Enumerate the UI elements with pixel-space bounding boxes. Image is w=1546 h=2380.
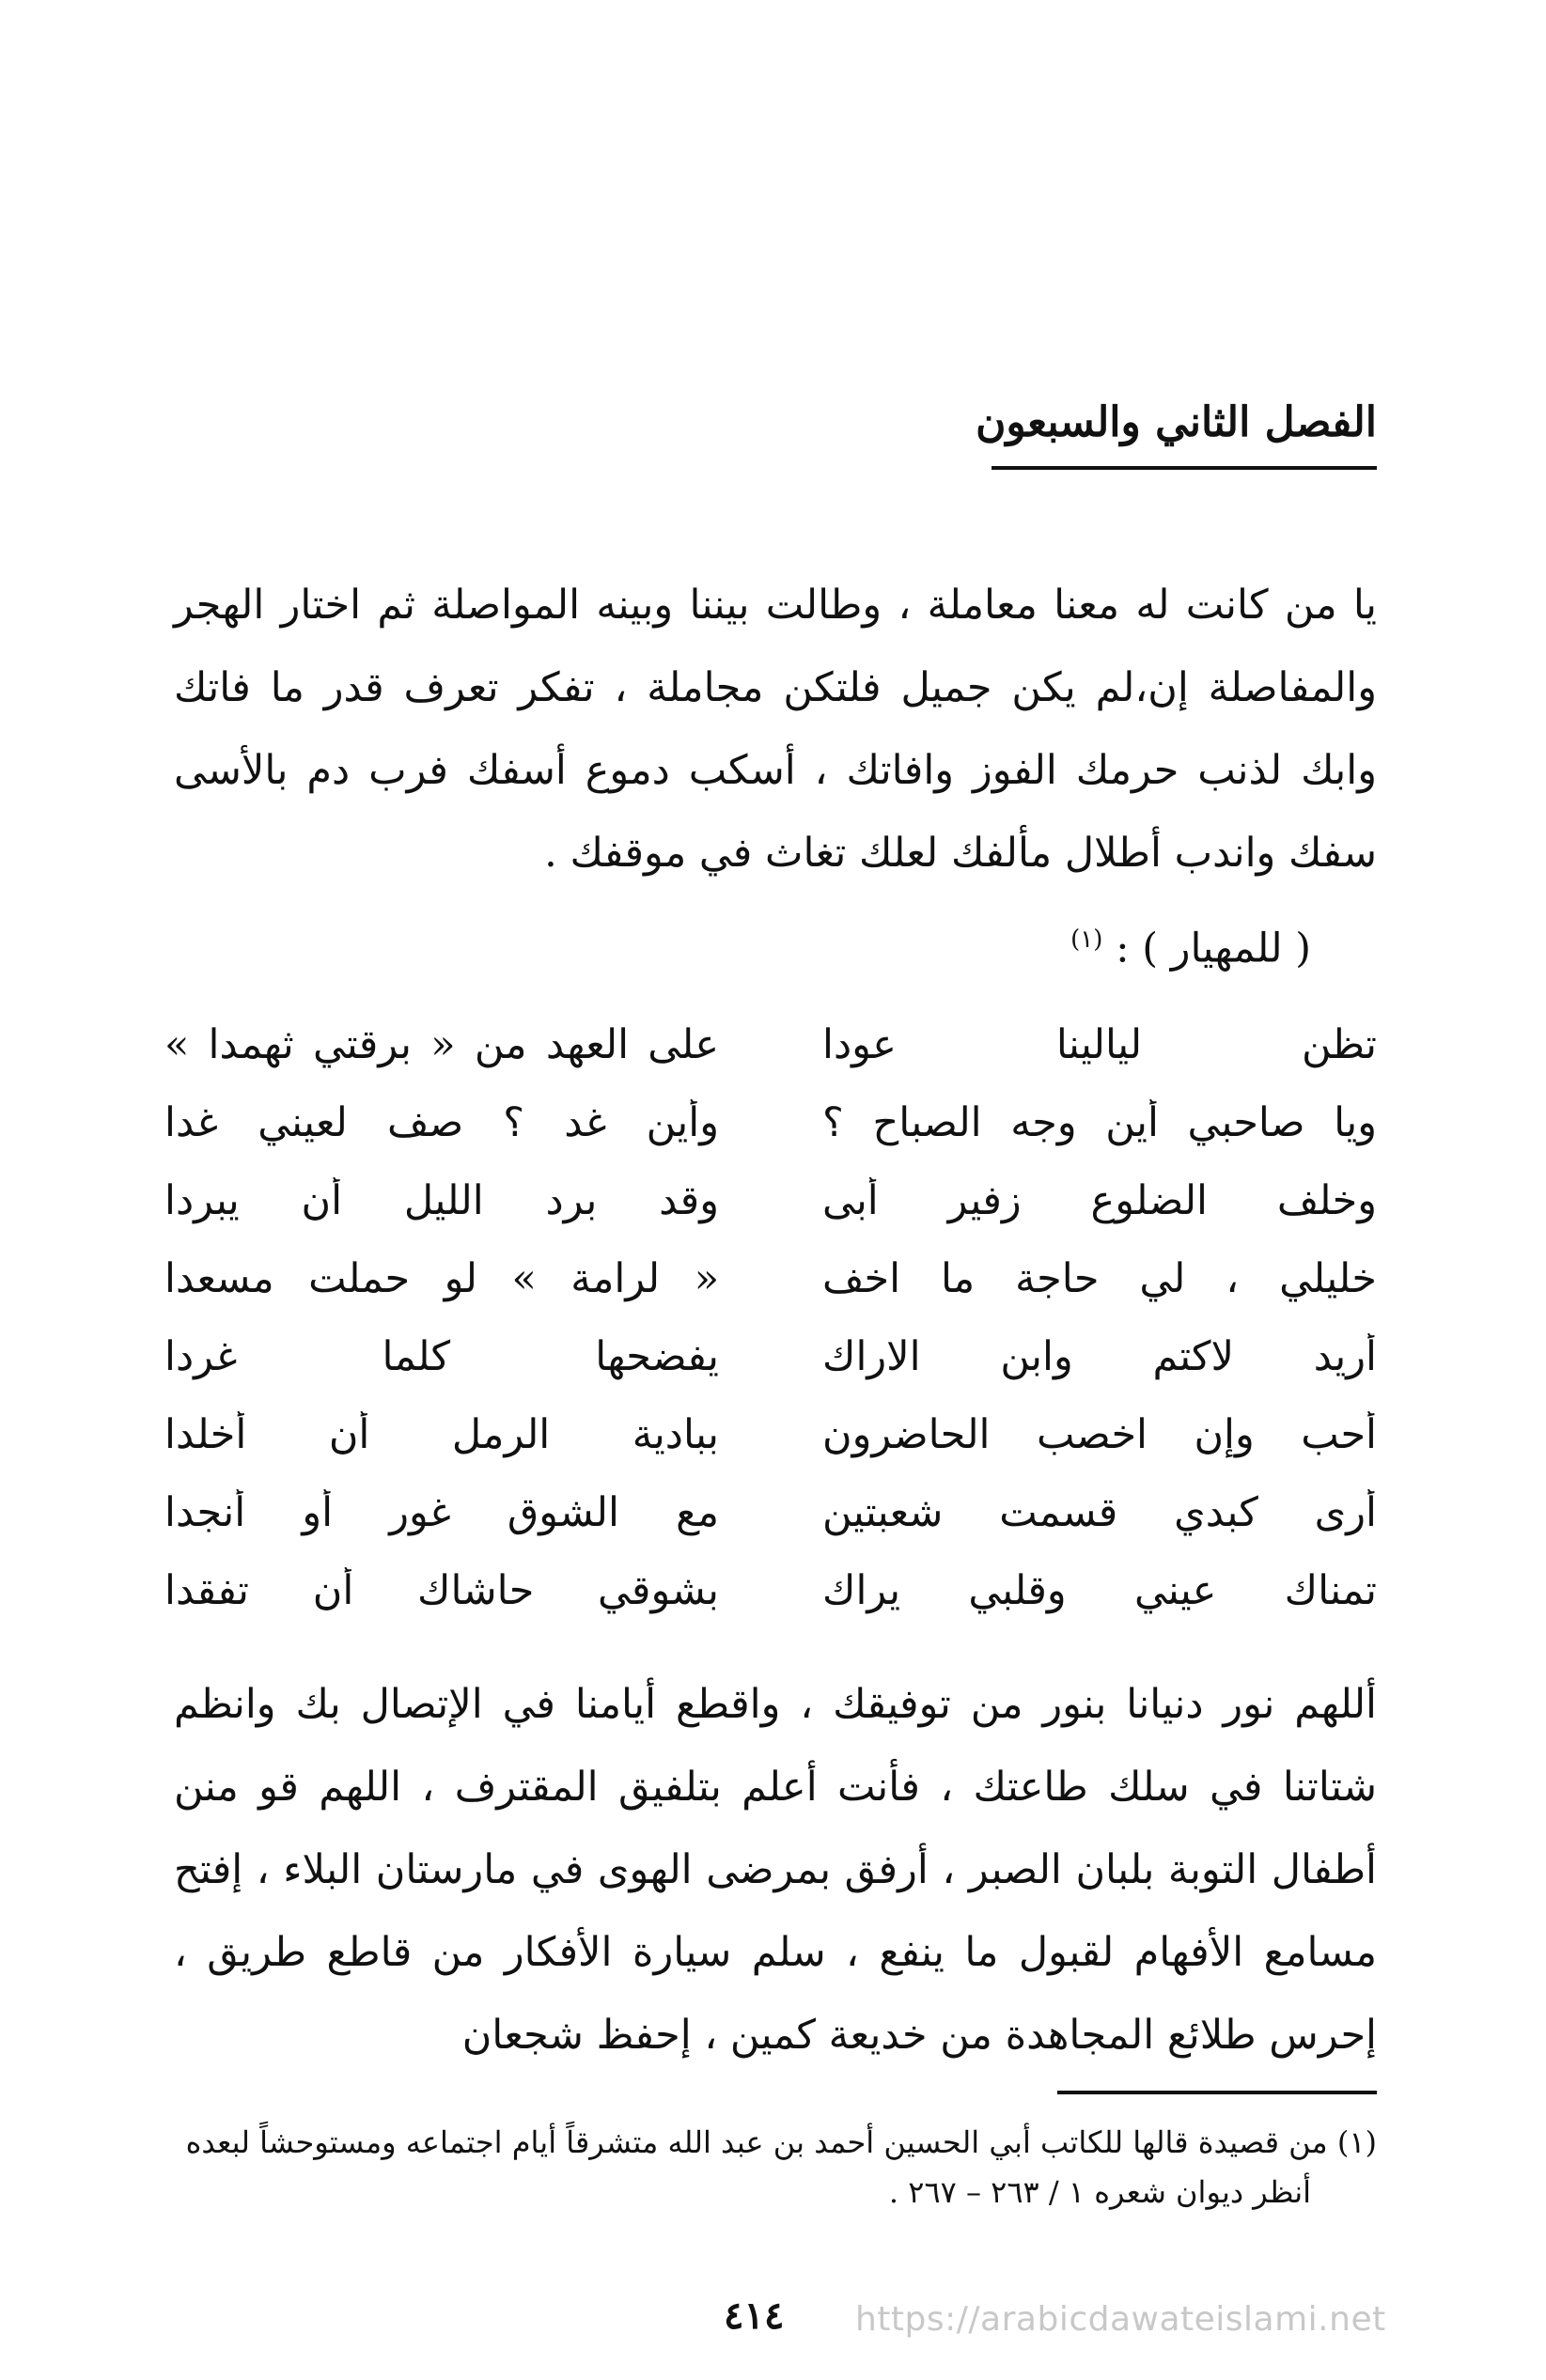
verse-second-half: وخلف الضلوع زفير أبى bbox=[822, 1176, 1377, 1224]
attribution-text: ( للمهيار ) : bbox=[1116, 925, 1311, 972]
verse-second-half: تمناك عيني وقلبي يراك bbox=[822, 1566, 1377, 1614]
supplication-paragraph: أللهم نور دنيانا بنور من توفيقك ، واقطع أيامنا في الإتصال بك وانظم شتاتنا في سلك طاعتك ، فأنت أعلم بتلفيق المقترف ، اللهم قو منن أطفال التوبة بلبان الصبر ، أرفق بمرضى الهوى في مارستان البلاء ، إفتح مسامع الأفهام لقبول ما ينفع ، سلم سيارة الأفكار من قاطع طريق ، إحرس طلائع المجاهدة من خديعة كمين ، إحفظ شجعان bbox=[174, 1681, 1377, 2059]
verse-first-half: ببادية الرمل أن أخلدا bbox=[164, 1410, 719, 1458]
opening-paragraph: يا من كانت له معنا معاملة ، وطالت بيننا وبينه المواصلة ثم اختار الهجر والمفاصلة إن،لم يكن جميل فلتكن مجاملة ، تفكر تعرف قدر ما فاتك وابك لذنب حرمك الفوز وافاتك ، أسكب دموع أسفك فرب دم بالأسى سفك واندب أطلال مألفك لعلك تغاث في موقفك . bbox=[174, 582, 1377, 877]
verse-first-half: وأين غد ؟ صف لعيني غدا bbox=[164, 1098, 719, 1146]
verse-second-half: أحب وإن اخصب الحاضرون bbox=[822, 1410, 1377, 1458]
verse-first-half: على العهد من « برقتي ثهمدا » bbox=[164, 1020, 719, 1068]
footnote-line-2: أنظر ديوان شعره ١ / ٢٦٣ – ٢٦٧ . bbox=[888, 2174, 1311, 2210]
poem bbox=[164, 1005, 1377, 1629]
page-number: ٤١٤ bbox=[724, 2294, 785, 2338]
poem-attribution bbox=[1070, 907, 1311, 981]
chapter-title: الفصل الثاني والسبعون bbox=[976, 398, 1377, 446]
verse-second-half: أريد لاكتم وابن الاراك bbox=[822, 1332, 1377, 1380]
poem-verse bbox=[164, 1395, 1377, 1473]
verse-first-half: مع الشوق غور أو أنجدا bbox=[164, 1488, 719, 1536]
verse-second-half: تظن ليالينا عودا bbox=[822, 1020, 1377, 1068]
verse-first-half: بشوقي حاشاك أن تفقدا bbox=[164, 1566, 719, 1614]
poem-verse bbox=[164, 1005, 1377, 1083]
verse-second-half: ويا صاحبي أين وجه الصباح ؟ bbox=[822, 1098, 1377, 1146]
footnote-line-1: (١) من قصيدة قالها للكاتب أبي الحسين أحمد بن عبد الله متشرقاً أيام اجتماعه ومستوحشاً لبعده bbox=[185, 2124, 1377, 2160]
verse-second-half: أرى كبدي قسمت شعبتين bbox=[822, 1488, 1377, 1536]
poem-verse bbox=[164, 1473, 1377, 1551]
verse-first-half: يفضحها كلما غردا bbox=[164, 1332, 719, 1380]
verse-first-half: وقد برد الليل أن يبردا bbox=[164, 1176, 719, 1224]
verse-first-half: « لرامة » لو حملت مسعدا bbox=[164, 1254, 719, 1302]
footnote-divider bbox=[1057, 2091, 1377, 2094]
title-underline bbox=[992, 466, 1377, 470]
poem-verse bbox=[164, 1317, 1377, 1395]
verse-second-half: خليلي ، لي حاجة ما اخف bbox=[822, 1254, 1377, 1302]
footnote-reference: (١) bbox=[1070, 926, 1103, 954]
poem-verse bbox=[164, 1161, 1377, 1239]
poem-verse bbox=[164, 1239, 1377, 1317]
watermark-url: https://arabicdawateislami.net bbox=[855, 2300, 1386, 2339]
poem-verse bbox=[164, 1083, 1377, 1161]
poem-verse bbox=[164, 1551, 1377, 1629]
